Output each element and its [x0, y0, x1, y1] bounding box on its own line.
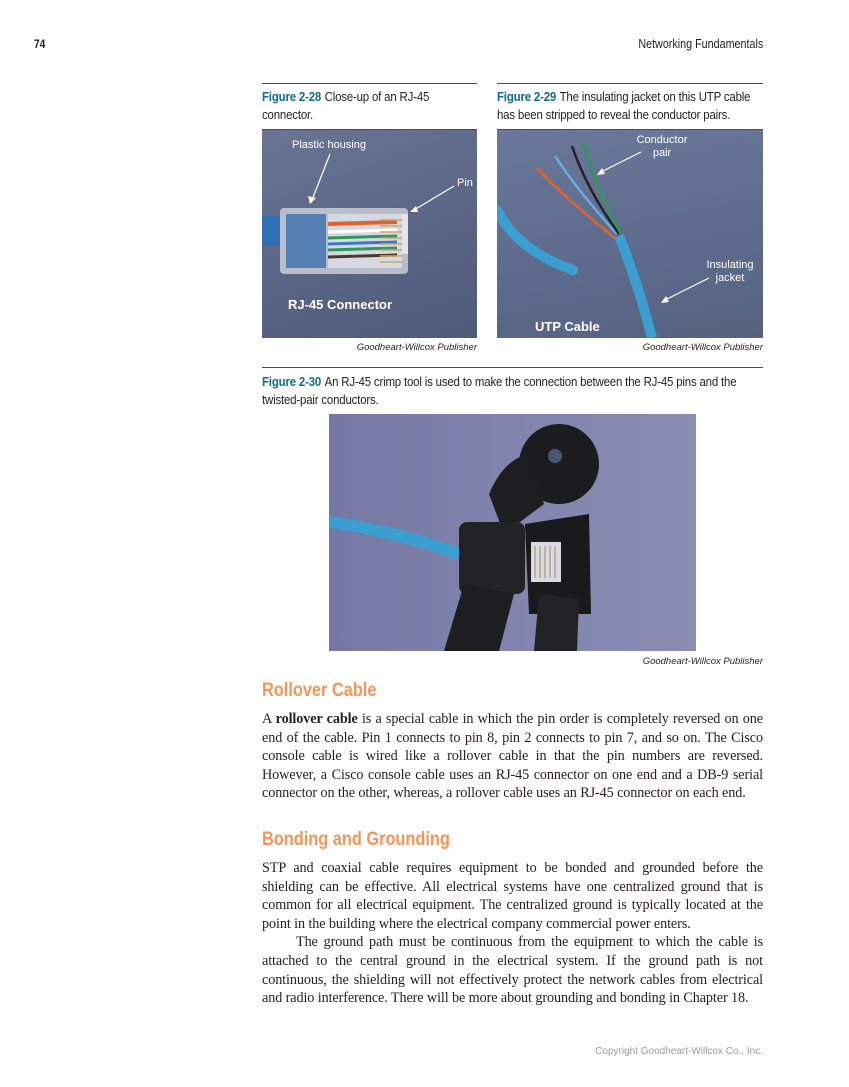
- paragraph-lead: A: [262, 711, 276, 727]
- paragraph: STP and coaxial cable requires equipment to be bonded and grounded before the shielding can be effective. All electrical systems have one centralized ground that is common for all electrical equipment. The centralized ground is typically located at the point in the building where the electrical company commercial power enters.: [262, 860, 763, 932]
- figure-2-30-credit: Goodheart-Willcox Publisher: [642, 656, 763, 667]
- caption-text: An RJ-45 crimp tool is used to make the connection between the RJ-45 pins and the twisted-pair conductors.: [262, 374, 737, 407]
- section-heading-rollover-cable: Rollover Cable: [262, 680, 377, 701]
- photo-label-insulating-jacket: Insulating jacket: [706, 259, 754, 284]
- rj45-connector-photo: [262, 130, 477, 338]
- photo-label-plastic-housing: Plastic housing: [292, 139, 366, 151]
- key-term-rollover-cable: rollover cable: [275, 711, 358, 727]
- utp-cable-photo: [497, 130, 763, 338]
- running-head: Networking Fundamentals: [638, 37, 763, 51]
- bonding-grounding-body: [262, 859, 763, 1008]
- rollover-cable-body: [262, 710, 763, 803]
- figure-number: Figure 2-30: [262, 374, 322, 389]
- figure-2-28-top-rule: [262, 83, 477, 84]
- figure-number: Figure 2-29: [497, 89, 557, 104]
- photo-title-utp: UTP Cable: [535, 319, 600, 334]
- paragraph: The ground path must be continuous from the equipment to which the cable is attached to the central ground in the electrical system. If the ground path is not continuous, the shielding will not effectively protect the network cables from electrical and radio interference. There will be more about grounding and bonding in Chapter 18.: [262, 934, 763, 1007]
- photo-label-conductor-pair: Conductor pair: [636, 134, 688, 159]
- photo-title-rj45: RJ-45 Connector: [288, 297, 393, 312]
- utp-cable-illustration: [497, 130, 763, 338]
- crimp-tool-illustration: [329, 414, 696, 651]
- copyright-notice: Copyright Goodheart-Willcox Co., Inc.: [595, 1046, 763, 1057]
- figure-2-28-credit: Goodheart-Willcox Publisher: [356, 342, 477, 353]
- paragraph: [262, 710, 763, 803]
- figure-2-29-top-rule: [497, 83, 763, 84]
- figure-2-28-caption: [262, 88, 477, 124]
- photo-label-pin: Pin: [457, 177, 473, 189]
- figure-2-30-top-rule: [262, 367, 763, 368]
- figure-2-29-caption: [497, 88, 763, 124]
- crimp-tool-photo: [329, 414, 696, 651]
- figure-2-29-credit: Goodheart-Willcox Publisher: [642, 342, 763, 353]
- paragraph-text: is a special cable in which the pin order is completely reversed on one end of the cable. Pin 1 connects to pin 8, pin 2 connects to pin 7, and so on. The Cisco console cable is wired like a rollover cable in that the pin numbers are reversed. However, a Cisco console cable uses an RJ-45 connector on one end and a DB-9 serial connector on the other, whereas, a rollover cable uses an RJ-45 connector on each end.: [262, 711, 763, 802]
- section-heading-bonding-grounding: Bonding and Grounding: [262, 829, 450, 850]
- figure-2-30-caption: [262, 373, 763, 409]
- caption-text: The insulating jacket on this UTP cable has been stripped to reveal the conductor pairs.: [497, 89, 751, 122]
- figure-number: Figure 2-28: [262, 89, 322, 104]
- caption-text: Close-up of an RJ-45 connector.: [262, 89, 430, 122]
- page-number: 74: [34, 37, 46, 51]
